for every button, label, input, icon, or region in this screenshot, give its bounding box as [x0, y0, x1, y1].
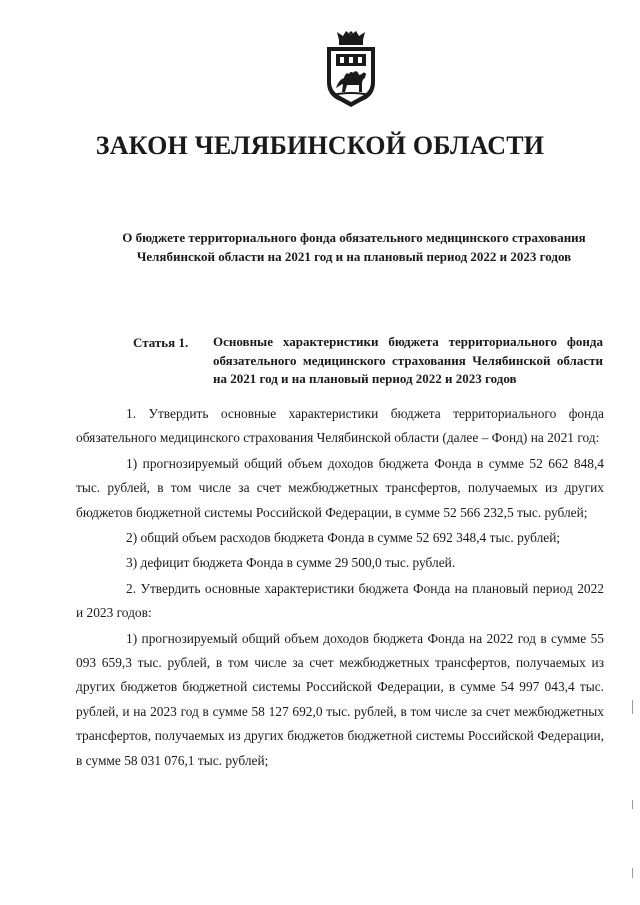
scan-edge-mark [632, 868, 633, 878]
paragraph: 2. Утвердить основные характеристики бюджета Фонда на плановый период 2022 и 2023 годов: [76, 580, 604, 621]
paragraph: 2) общий объем расходов бюджета Фонда в сумме 52 692 348,4 тыс. рублей; [126, 530, 561, 546]
scan-edge-mark [632, 700, 633, 714]
law-subtitle: О бюджете территориального фонда обязательного медицинского страхования Челябинской области на 2021 год и на плановый период 2022 и 2023 годов [122, 230, 586, 264]
paragraph: 1. Утвердить основные характеристики бюджета территориального фонда обязательного медицинского страхования Челябинской области (далее – Фонд) на 2021 год: [76, 406, 604, 446]
paragraph: 1) прогнозируемый общий объем доходов бюджета Фонда на 2022 год в сумме 55 093 659,3 тыс. рублей, в том числе за счет межбюджетных трансфертов, получаемых из других бюджетов бюджетной системы Российской Федерации, в сумме 54 997 043,4 тыс. рублей, и на 2023 год в сумме 58 127 692,0 тыс. рублей, в том числе за счет межбюджетных трансфертов, получаемых из других бюджетов бюджетной системы Российской Федерации, в сумме 58 031 076,1 тыс. рублей; [76, 630, 604, 768]
article-number: Статья 1. [133, 335, 189, 350]
paragraph: 1) прогнозируемый общий объем доходов бюджета Фонда в сумме 52 662 848,4 тыс. рублей, в том числе за счет межбюджетных трансфертов, получаемых из других бюджетов бюджетной системы Российской Федерации, в сумме 52 566 232,5 тыс. рублей; [76, 455, 604, 520]
article-heading: Основные характеристики бюджета территориального фонда обязательного медицинского страхования Челябинской области на 2021 год и на плановый период 2022 и 2023 годов [213, 334, 603, 386]
document-body [76, 402, 604, 773]
scan-edge-mark [632, 800, 633, 809]
coat-of-arms-icon [320, 30, 382, 110]
paragraph: 3) дефицит бюджета Фонда в сумме 29 500,0 тыс. рублей. [126, 555, 456, 571]
law-title: ЗАКОН ЧЕЛЯБИНСКОЙ ОБЛАСТИ [95, 131, 545, 160]
